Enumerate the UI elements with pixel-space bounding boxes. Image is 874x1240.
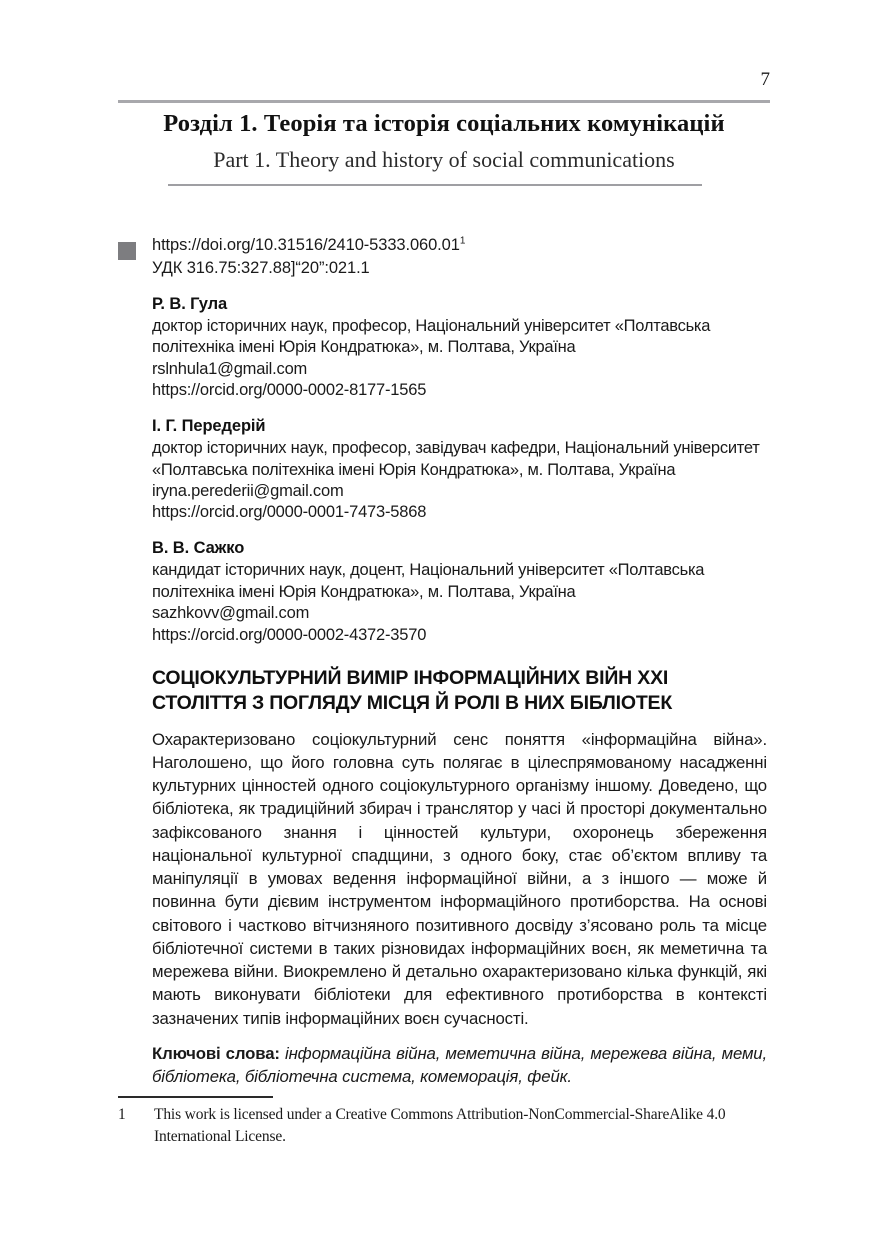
author-orcid: https://orcid.org/0000-0002-4372-3570 bbox=[152, 625, 427, 644]
doi-line bbox=[152, 234, 767, 257]
header-rule-bottom bbox=[168, 184, 702, 186]
footnote-rule bbox=[118, 1096, 273, 1098]
square-bullet-icon bbox=[118, 242, 136, 260]
author-name: І. Г. Передерій bbox=[152, 416, 266, 435]
keywords-label: Ключові слова: bbox=[152, 1043, 280, 1063]
author-email: rslnhula1@gmail.com bbox=[152, 359, 308, 378]
doi-footnote-marker: 1 bbox=[459, 235, 466, 247]
section-header bbox=[118, 108, 770, 176]
author-block bbox=[152, 293, 767, 402]
udk-line: УДК 316.75:327.88]“20”:021.1 bbox=[152, 258, 370, 277]
author-email: sazhkovv@gmail.com bbox=[152, 604, 310, 623]
author-email: iryna.perederii@gmail.com bbox=[152, 482, 344, 500]
author-block bbox=[152, 415, 767, 524]
footnote bbox=[118, 1104, 768, 1148]
author-affiliation: доктор історичних наук, професор, завідувач кафедри, Національний університет «Полтавська політехніка імені Юрія Кондратюка», м. Полтава, Україна bbox=[152, 439, 760, 479]
article-abstract: Охарактеризовано соціокультурний сенс поняття «інформаційна війна». Наголошено, що його головна суть полягає в цілеспрямованому насадженні культурних цінностей одного соціокультурного організму іншому. Доведено, що бібліотека, як традиційний збирач і транслятор у часі й просторі документально зафіксованого знання і цінностей культури, охоронець збереження національної культурної спадщини, з одного боку, стає об’єктом впливу та маніпуляції в умовах ведення інформаційної війни, а з іншого — може й повинна бути дієвим інструментом інформаційного протиборства. На основі світового і частково вітчизняного позитивного досвіду з’ясовано роль та місце бібліотечної системи в таких різновидах інформаційних воєн, як меметична та мережева війни. Виокремлено й детально охарактеризовано кілька функцій, які мають виконувати бібліотеки для ефективного протиборства в контексті зазначених типів інформаційних воєн сучасності. bbox=[152, 729, 767, 1028]
page-number: 7 bbox=[760, 69, 770, 90]
footnote-number: 1 bbox=[118, 1106, 126, 1123]
author-affiliation: доктор історичних наук, професор, Національний університет «Полтавська політехніка імені Юрія Кондратюка», м. Полтава, Україна bbox=[152, 316, 711, 357]
author-affiliation: кандидат історичних наук, доцент, Національний університет «Полтавська політехніка імені Юрія Кондратюка», м. Полтава, Україна bbox=[152, 561, 705, 601]
section-title-en: Part 1. Theory and history of social communications bbox=[213, 147, 675, 173]
article-column bbox=[152, 234, 767, 1088]
section-title-ua: Розділ 1. Теорія та історія соціальних комунікацій bbox=[163, 110, 725, 137]
doi-text: https://doi.org/10.31516/2410-5333.060.01 bbox=[152, 236, 460, 254]
author-name: В. В. Сажко bbox=[152, 538, 245, 557]
author-block bbox=[152, 537, 767, 646]
keywords-list: інформаційна війна, меметична війна, мережева війна, меми, бібліотека, бібліотечна система, комеморація, фейк. bbox=[152, 1043, 767, 1087]
footnote-text: This work is licensed under a Creative Commons Attribution-NonCommercial-ShareAlike 4.0 International License. bbox=[154, 1106, 726, 1145]
author-orcid: https://orcid.org/0000-0002-8177-1565 bbox=[152, 381, 427, 400]
keywords-line bbox=[152, 1042, 767, 1089]
author-orcid: https://orcid.org/0000-0001-7473-5868 bbox=[152, 503, 427, 522]
header-rule-top bbox=[118, 100, 770, 103]
article-title: СОЦІОКУЛЬТУРНИЙ ВИМІР ІНФОРМАЦІЙНИХ ВІЙН XXI СТОЛІТТЯ З ПОГЛЯДУ МІСЦЯ Й РОЛІ В НИХ БІБЛІОТЕК bbox=[152, 667, 673, 715]
author-name: Р. В. Гула bbox=[152, 294, 228, 313]
